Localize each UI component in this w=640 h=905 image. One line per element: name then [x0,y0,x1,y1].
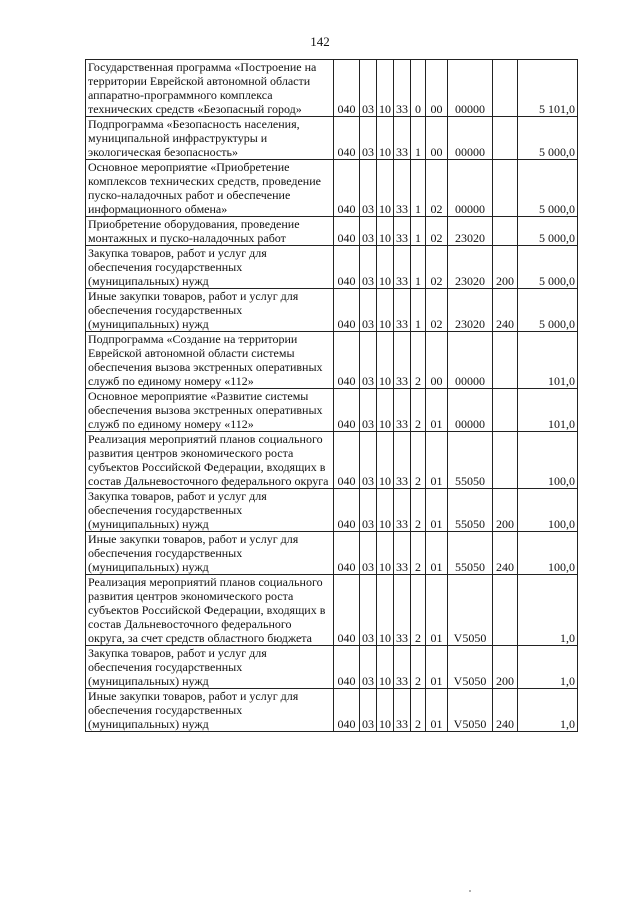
table-row [86,332,578,389]
amount-value: 5 000,0 [518,289,578,332]
table-row [86,489,578,532]
row-name: Подпрограмма «Безопасность населения, муниципальной инфраструктуры и экологическая безопасность» [86,117,334,160]
direction-code: 55050 [448,532,493,575]
expense-type-code [493,60,518,117]
subsection-code: 10 [377,532,394,575]
direction-code: 23020 [448,217,493,246]
section-code: 03 [360,489,377,532]
program-code: 33 [394,160,411,217]
ministry-code: 040 [334,160,360,217]
table-row [86,532,578,575]
event-code: 01 [426,575,448,646]
subprogram-code: 2 [411,646,426,689]
row-name: Иные закупки товаров, работ и услуг для обеспечения государственных (муниципальных) нужд [86,289,334,332]
program-code: 33 [394,689,411,732]
row-name: Закупка товаров, работ и услуг для обеспечения государственных (муниципальных) нужд [86,646,334,689]
expense-type-code: 240 [493,289,518,332]
expense-type-code: 240 [493,532,518,575]
program-code: 33 [394,217,411,246]
subsection-code: 10 [377,217,394,246]
program-code: 33 [394,575,411,646]
row-name: Основное мероприятие «Приобретение комплексов технических средств, проведение пуско-наладочных работ и обеспечение информационного обмена» [86,160,334,217]
amount-value: 1,0 [518,646,578,689]
table-row [86,117,578,160]
section-code: 03 [360,160,377,217]
subprogram-code: 1 [411,117,426,160]
subprogram-code: 2 [411,432,426,489]
ministry-code: 040 [334,60,360,117]
table-row [86,575,578,646]
expense-type-code: 200 [493,246,518,289]
row-name: Государственная программа «Построение на территории Еврейской автономной области аппаратно-программного комплекса технических средств «Безопасный город» [86,60,334,117]
expense-type-code [493,575,518,646]
program-code: 33 [394,489,411,532]
amount-value: 5 000,0 [518,217,578,246]
subprogram-code: 1 [411,160,426,217]
event-code: 01 [426,489,448,532]
section-code: 03 [360,117,377,160]
direction-code: 55050 [448,432,493,489]
amount-value: 101,0 [518,389,578,432]
subsection-code: 10 [377,432,394,489]
row-name: Реализация мероприятий планов социального развития центров экономического роста субъектов Российской Федерации, входящих в состав Дальневосточного федерального округа, за счет средств областного бюджета [86,575,334,646]
program-code: 33 [394,289,411,332]
budget-table [85,59,578,732]
subsection-code: 10 [377,389,394,432]
expense-type-code [493,432,518,489]
table-row [86,646,578,689]
event-code: 01 [426,432,448,489]
section-code: 03 [360,432,377,489]
program-code: 33 [394,117,411,160]
ministry-code: 040 [334,575,360,646]
amount-value: 100,0 [518,432,578,489]
subsection-code: 10 [377,332,394,389]
expense-type-code: 240 [493,689,518,732]
event-code: 00 [426,60,448,117]
direction-code: V5050 [448,689,493,732]
table-row [86,60,578,117]
subprogram-code: 2 [411,689,426,732]
section-code: 03 [360,646,377,689]
event-code: 00 [426,332,448,389]
section-code: 03 [360,246,377,289]
section-code: 03 [360,389,377,432]
amount-value: 5 000,0 [518,117,578,160]
amount-value: 5 000,0 [518,160,578,217]
program-code: 33 [394,432,411,489]
direction-code: 55050 [448,489,493,532]
event-code: 01 [426,532,448,575]
direction-code: V5050 [448,575,493,646]
subsection-code: 10 [377,289,394,332]
subsection-code: 10 [377,117,394,160]
subsection-code: 10 [377,646,394,689]
table-row [86,389,578,432]
table-row [86,217,578,246]
amount-value: 5 000,0 [518,246,578,289]
ministry-code: 040 [334,432,360,489]
expense-type-code [493,217,518,246]
expense-type-code: 200 [493,646,518,689]
subprogram-code: 2 [411,389,426,432]
table-row [86,289,578,332]
event-code: 01 [426,389,448,432]
expense-type-code [493,389,518,432]
table-row [86,432,578,489]
table-body [86,60,578,732]
event-code: 00 [426,117,448,160]
event-code: 02 [426,217,448,246]
event-code: 01 [426,689,448,732]
ministry-code: 040 [334,646,360,689]
program-code: 33 [394,532,411,575]
direction-code: 00000 [448,160,493,217]
program-code: 33 [394,246,411,289]
subsection-code: 10 [377,160,394,217]
subsection-code: 10 [377,575,394,646]
direction-code: 23020 [448,289,493,332]
row-name: Иные закупки товаров, работ и услуг для обеспечения государственных (муниципальных) нужд [86,532,334,575]
direction-code: 00000 [448,332,493,389]
row-name: Реализация мероприятий планов социального развития центров экономического роста субъектов Российской Федерации, входящих в состав Дальневосточного федерального округа [86,432,334,489]
amount-value: 100,0 [518,532,578,575]
ministry-code: 040 [334,332,360,389]
section-code: 03 [360,60,377,117]
section-code: 03 [360,575,377,646]
row-name: Иные закупки товаров, работ и услуг для обеспечения государственных (муниципальных) нужд [86,689,334,732]
row-name: Подпрограмма «Создание на территории Еврейской автономной области системы обеспечения вызова экстренных оперативных служб по единому номеру «112» [86,332,334,389]
section-code: 03 [360,689,377,732]
direction-code: V5050 [448,646,493,689]
direction-code: 00000 [448,117,493,160]
expense-type-code [493,160,518,217]
expense-type-code: 200 [493,489,518,532]
ministry-code: 040 [334,389,360,432]
scan-speck [469,890,471,892]
ministry-code: 040 [334,489,360,532]
row-name: Приобретение оборудования, проведение монтажных и пуско-наладочных работ [86,217,334,246]
subprogram-code: 2 [411,489,426,532]
table-row [86,689,578,732]
ministry-code: 040 [334,289,360,332]
program-code: 33 [394,389,411,432]
subprogram-code: 2 [411,332,426,389]
ministry-code: 040 [334,246,360,289]
subprogram-code: 1 [411,217,426,246]
subprogram-code: 2 [411,532,426,575]
ministry-code: 040 [334,117,360,160]
row-name: Закупка товаров, работ и услуг для обеспечения государственных (муниципальных) нужд [86,246,334,289]
program-code: 33 [394,646,411,689]
table-row [86,246,578,289]
subsection-code: 10 [377,489,394,532]
direction-code: 00000 [448,60,493,117]
section-code: 03 [360,532,377,575]
subsection-code: 10 [377,689,394,732]
amount-value: 100,0 [518,489,578,532]
section-code: 03 [360,289,377,332]
row-name: Закупка товаров, работ и услуг для обеспечения государственных (муниципальных) нужд [86,489,334,532]
subprogram-code: 1 [411,246,426,289]
direction-code: 23020 [448,246,493,289]
amount-value: 1,0 [518,689,578,732]
table-row [86,160,578,217]
subsection-code: 10 [377,60,394,117]
expense-type-code [493,117,518,160]
direction-code: 00000 [448,389,493,432]
ministry-code: 040 [334,689,360,732]
ministry-code: 040 [334,217,360,246]
program-code: 33 [394,332,411,389]
section-code: 03 [360,217,377,246]
event-code: 01 [426,646,448,689]
section-code: 03 [360,332,377,389]
amount-value: 101,0 [518,332,578,389]
amount-value: 5 101,0 [518,60,578,117]
program-code: 33 [394,60,411,117]
expense-type-code [493,332,518,389]
amount-value: 1,0 [518,575,578,646]
event-code: 02 [426,246,448,289]
subprogram-code: 1 [411,289,426,332]
event-code: 02 [426,160,448,217]
row-name: Основное мероприятие «Развитие системы обеспечения вызова экстренных оперативных служб по единому номеру «112» [86,389,334,432]
event-code: 02 [426,289,448,332]
subprogram-code: 0 [411,60,426,117]
page-number: 142 [310,34,330,49]
subprogram-code: 2 [411,575,426,646]
ministry-code: 040 [334,532,360,575]
subsection-code: 10 [377,246,394,289]
